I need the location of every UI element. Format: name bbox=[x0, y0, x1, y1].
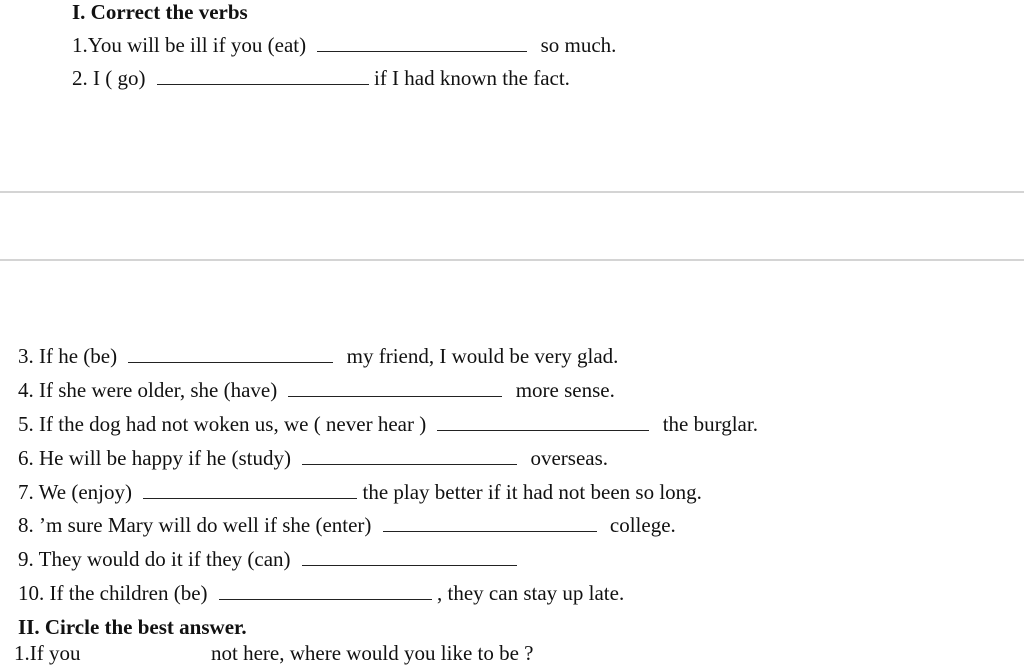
item-7-suffix: the play better if it had not been so long. bbox=[362, 480, 702, 504]
exercise-item-2 bbox=[72, 66, 570, 90]
item-4-blank[interactable] bbox=[288, 378, 502, 397]
item-7-prompt: 7. We (enjoy) bbox=[18, 480, 132, 504]
item-4-prompt: 4. If she were older, she (have) bbox=[18, 378, 278, 402]
exercise-item-1 bbox=[72, 33, 616, 57]
divider-bottom bbox=[0, 259, 1024, 261]
item-5-prompt: 5. If the dog had not woken us, we ( never hear ) bbox=[18, 412, 427, 436]
item-5-blank[interactable] bbox=[437, 412, 649, 431]
mc-item-1-prompt: 1.If you bbox=[14, 641, 81, 665]
item-6-blank[interactable] bbox=[302, 446, 517, 465]
page-gap bbox=[0, 192, 1024, 260]
exercise-item-7 bbox=[18, 480, 702, 504]
item-10-suffix: , they can stay up late. bbox=[437, 581, 625, 605]
item-7-blank[interactable] bbox=[143, 480, 357, 499]
item-8-suffix: college. bbox=[609, 513, 676, 537]
item-8-prompt: 8. ’m sure Mary will do well if she (enter) bbox=[18, 513, 372, 537]
exercise-item-6 bbox=[18, 446, 608, 470]
exercise-item-9 bbox=[18, 547, 517, 571]
item-6-suffix: overseas. bbox=[530, 446, 609, 470]
exercise-item-5 bbox=[18, 412, 758, 436]
item-2-blank[interactable] bbox=[157, 66, 369, 85]
item-5-suffix: the burglar. bbox=[662, 412, 758, 436]
exercise-item-10 bbox=[18, 581, 624, 605]
exercise-item-8 bbox=[18, 513, 676, 537]
item-10-blank[interactable] bbox=[219, 581, 432, 600]
item-8-blank[interactable] bbox=[383, 513, 597, 532]
item-1-prompt: 1.You will be ill if you (eat) bbox=[72, 33, 307, 57]
mc-item-1 bbox=[14, 641, 534, 665]
mc-item-1-suffix: not here, where would you like to be ? bbox=[211, 641, 534, 665]
item-3-prompt: 3. If he (be) bbox=[18, 344, 118, 368]
item-9-blank[interactable] bbox=[302, 547, 517, 566]
section-2-heading: II. Circle the best answer. bbox=[18, 615, 247, 639]
divider-top bbox=[0, 191, 1024, 193]
item-10-prompt: 10. If the children (be) bbox=[18, 581, 208, 605]
item-3-blank[interactable] bbox=[128, 344, 333, 363]
item-2-suffix: if I had known the fact. bbox=[373, 66, 570, 90]
item-1-blank[interactable] bbox=[317, 33, 527, 52]
item-3-suffix: my friend, I would be very glad. bbox=[346, 344, 619, 368]
item-4-suffix: more sense. bbox=[515, 378, 615, 402]
item-2-prompt: 2. I ( go) bbox=[72, 66, 146, 90]
item-6-prompt: 6. He will be happy if he (study) bbox=[18, 446, 291, 470]
section-1-heading: I. Correct the verbs bbox=[72, 0, 248, 24]
exercise-item-3 bbox=[18, 344, 618, 368]
item-9-prompt: 9. They would do it if they (can) bbox=[18, 547, 291, 571]
item-1-suffix: so much. bbox=[540, 33, 617, 57]
exercise-item-4 bbox=[18, 378, 615, 402]
